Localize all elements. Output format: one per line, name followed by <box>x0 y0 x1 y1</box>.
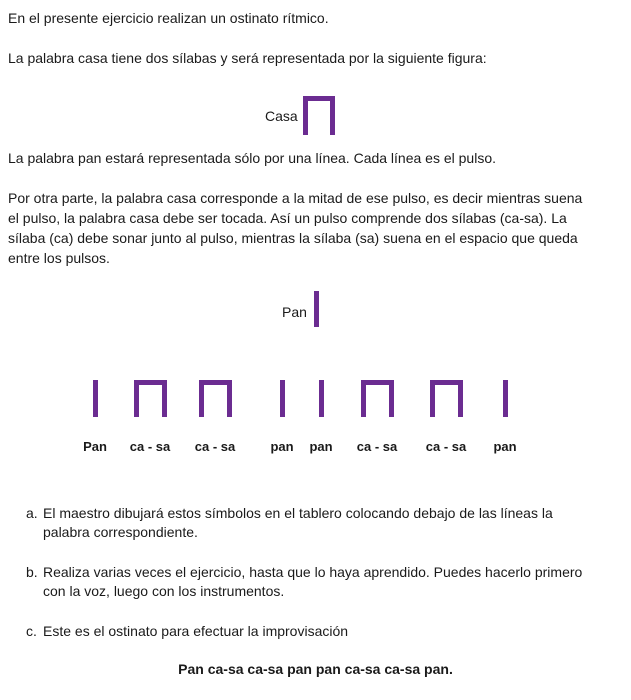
pan-figure-label: Pan <box>282 304 307 320</box>
list-letter: a. <box>26 505 38 521</box>
sequence-label: ca - sa <box>194 439 236 454</box>
ostinato-final-line: Pan ca-sa ca-sa pan pan ca-sa ca-sa pan. <box>178 661 453 677</box>
list-letter: b. <box>26 564 38 580</box>
casa-description: La palabra casa tiene dos sílabas y será representada por la siguiente figura: <box>8 50 487 66</box>
sequence-label: pan <box>309 439 333 454</box>
list-item-c <box>26 622 601 641</box>
sequence-label: Pan <box>83 439 107 454</box>
pan-symbol <box>314 291 319 327</box>
intro-paragraph: En el presente ejercicio realizan un ostinato rítmico. <box>8 10 329 26</box>
casa-figure-label: Casa <box>265 108 298 124</box>
pulse-explanation: Por otra parte, la palabra casa corresponde a la mitad de ese pulso, es decir mientras suena el pulso, la palabra casa debe ser tocada. Así un pulso comprende dos sílabas (ca-sa). La sílaba (ca) debe sonar junto al pulso, mientras la sílaba (sa) suena en el espacio que queda entre los pulsos. <box>8 190 583 266</box>
list-text: El maestro dibujará estos símbolos en el tablero colocando debajo de las líneas la palabra correspondiente. <box>43 505 553 540</box>
sequence-label: ca - sa <box>356 439 398 454</box>
sequence-label: pan <box>493 439 517 454</box>
list-text: Realiza varias veces el ejercicio, hasta que lo haya aprendido. Puedes hacerlo primero con la voz, luego con los instrumentos. <box>43 564 583 599</box>
pan-description: La palabra pan estará representada sólo por una línea. Cada línea es el pulso. <box>8 150 497 166</box>
sequence-label: pan <box>270 439 294 454</box>
list-item-b <box>26 563 601 601</box>
list-text: Este es el ostinato para efectuar la improvisación <box>43 623 349 639</box>
list-item-a <box>26 504 601 542</box>
sequence-label: ca - sa <box>425 439 467 454</box>
list-letter: c. <box>26 623 37 639</box>
sequence-label: ca - sa <box>129 439 171 454</box>
